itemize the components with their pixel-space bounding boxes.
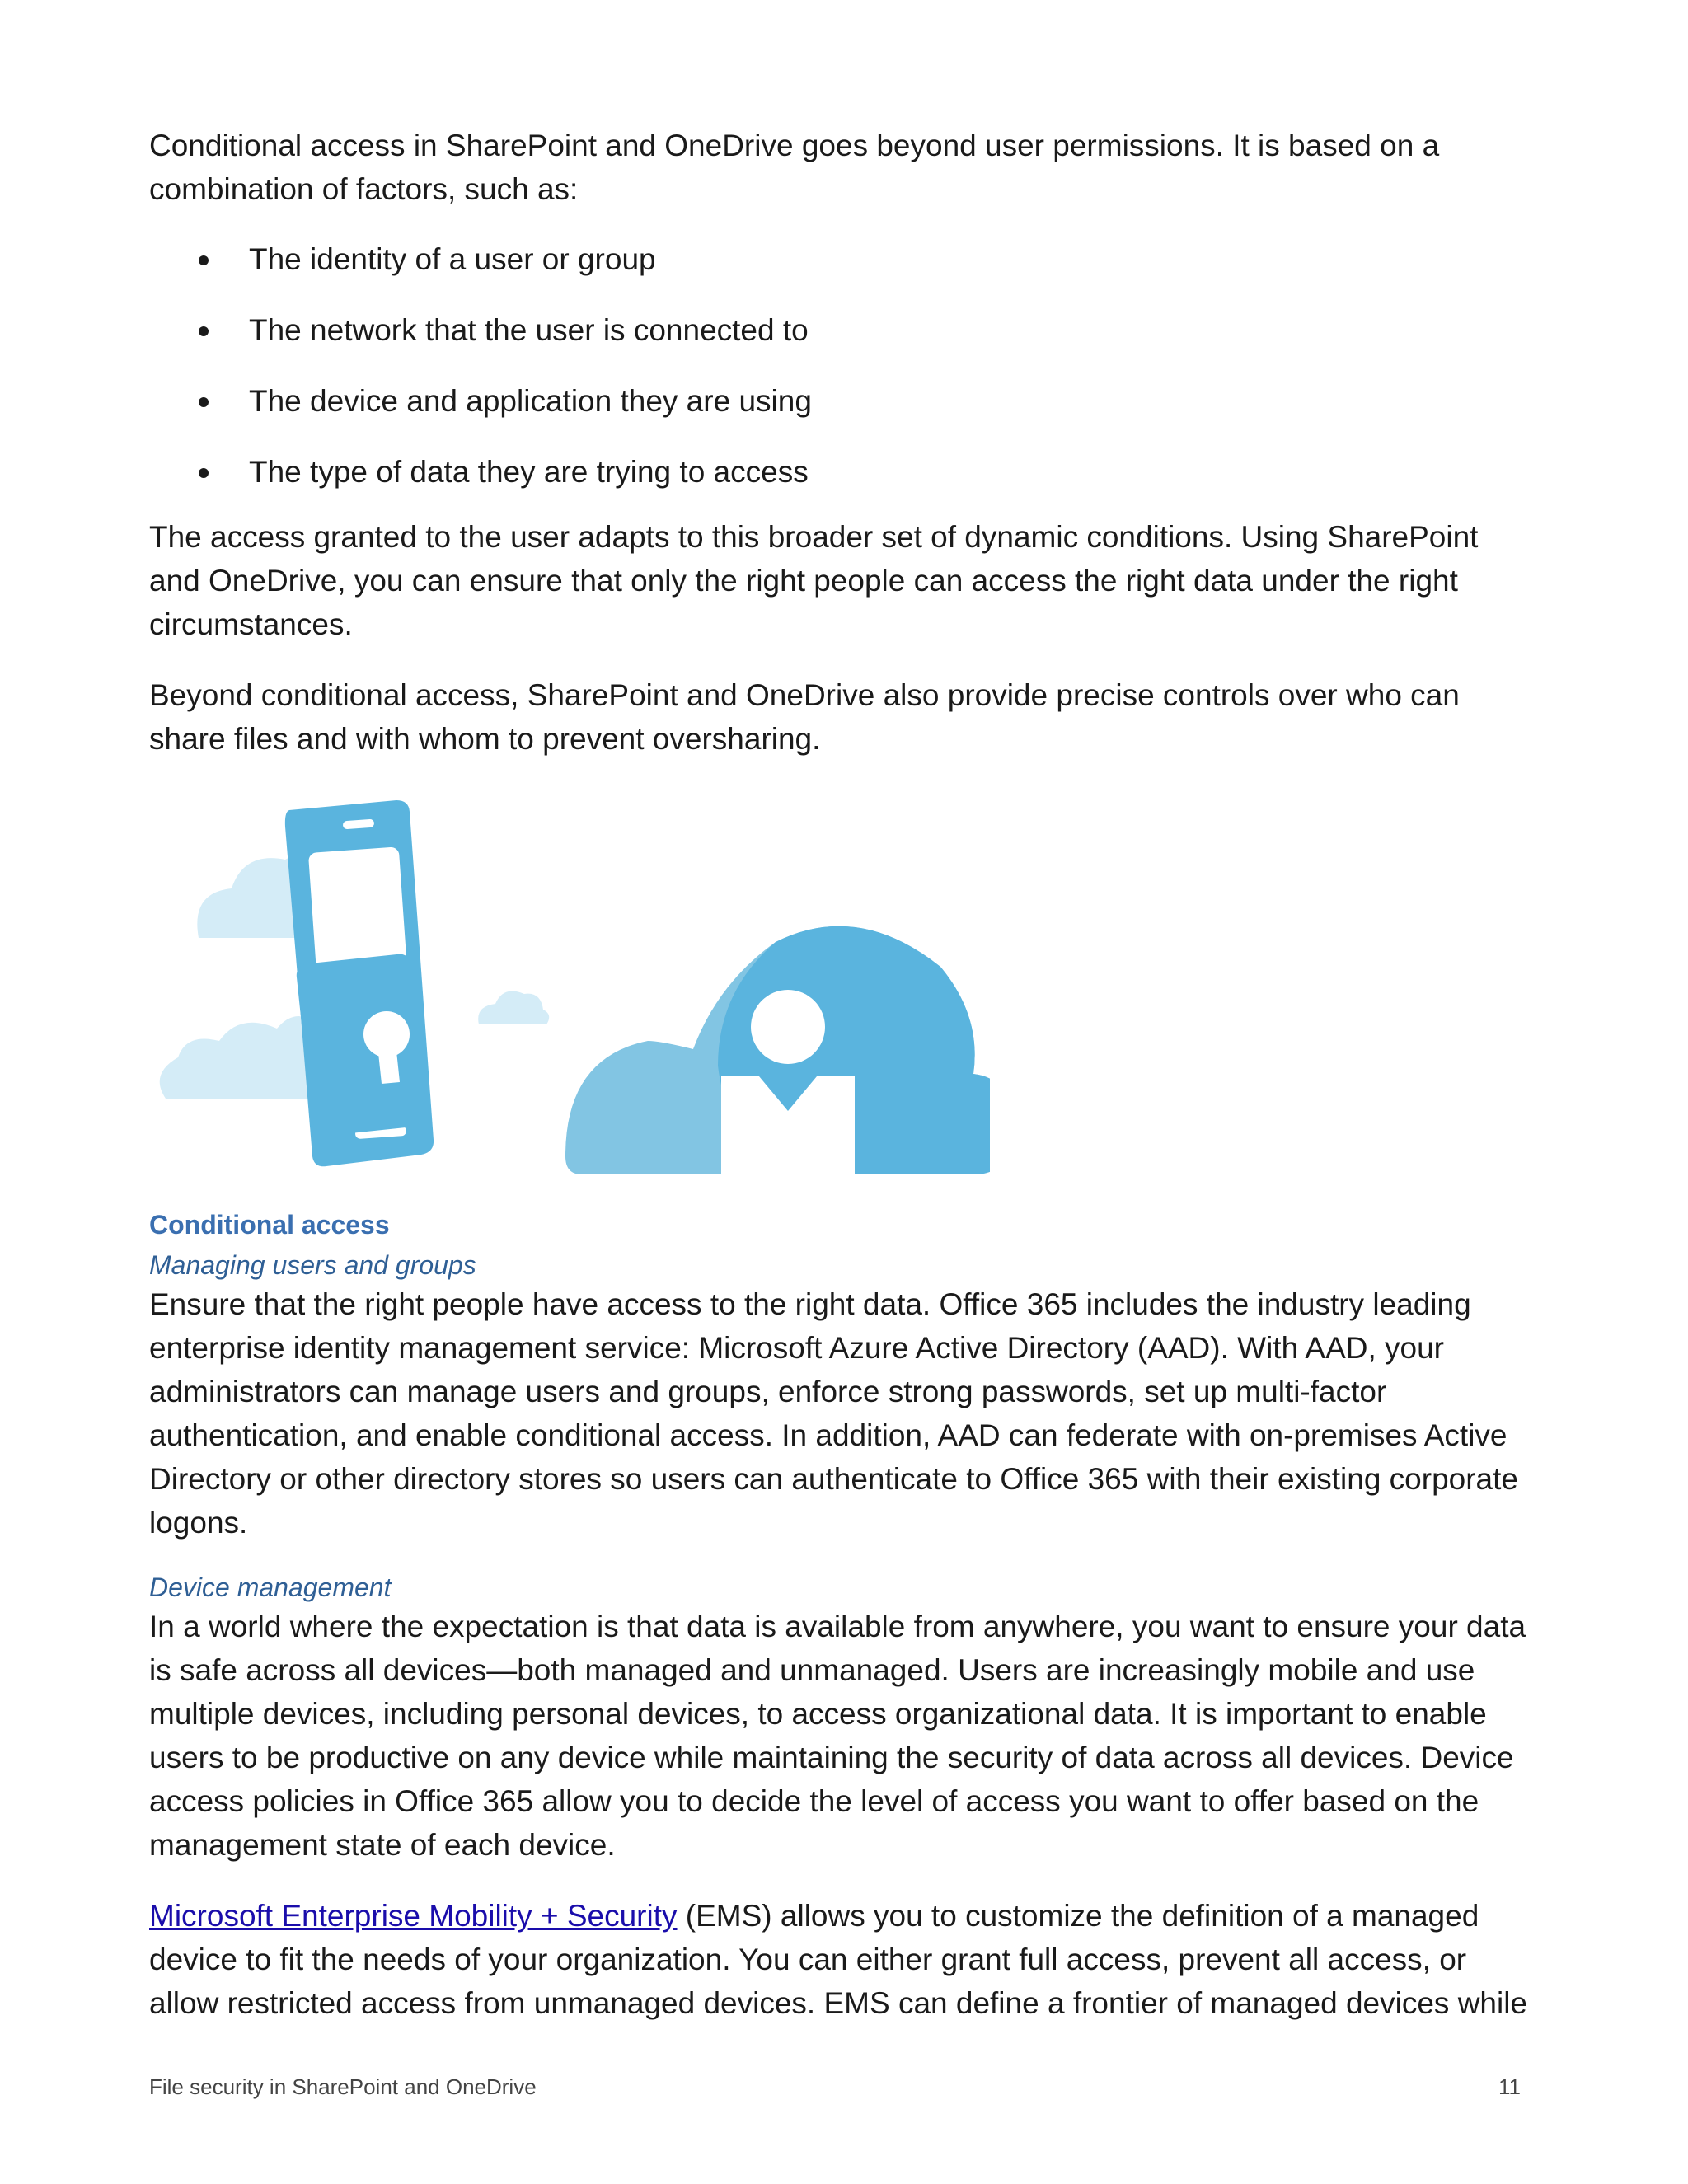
bullet-icon xyxy=(199,326,209,336)
oversharing-paragraph: Beyond conditional access, SharePoint and OneDrive also provide precise controls over who can share files and with whom to prevent oversharing. xyxy=(149,678,1460,756)
bullet-icon xyxy=(199,397,209,407)
security-illustration xyxy=(149,794,990,1177)
lock-icon xyxy=(295,953,428,1137)
users-groups-paragraph: Ensure that the right people have access to the right data. Office 365 includes the industry leading enterprise identity management service: Microsoft Azure Active Directory (AAD). With AAD, your administrators can manage users and groups, enforce strong passwords, set up multi-factor authentication, and enable conditional access. In addition, AAD can federate with on-premises Active Directory or other directory stores so users can authenticate to Office 365 with their existing corporate logons. xyxy=(149,1287,1518,1540)
adapt-paragraph: The access granted to the user adapts to this broader set of dynamic conditions. Using SharePoint and OneDrive, you can ensure that only the right people can access the right data under the right circumstances. xyxy=(149,520,1479,641)
cloud-icon xyxy=(565,926,990,1174)
device-management-paragraph: In a world where the expectation is that data is available from anywhere, you want to ensure your data is safe across all devices—both managed and unmanaged. Users are increasingly mobile and use multiple devices, including personal devices, to access organizational data. It is important to enable users to be productive on any device while maintaining the security of data across all devices. Device access policies in Office 365 allow you to decide the level of access you want to offer based on the management state of each device. xyxy=(149,1610,1526,1862)
subheading-device-management: Device management xyxy=(149,1572,392,1602)
intro-paragraph: Conditional access in SharePoint and OneDrive goes beyond user permissions. It is based on a combination of factors, such as: xyxy=(149,129,1440,206)
list-item: The network that the user is connected to xyxy=(149,308,1534,352)
document-page xyxy=(149,124,1534,2025)
list-item: The type of data they are trying to access xyxy=(149,450,1534,494)
footer-title: File security in SharePoint and OneDrive xyxy=(149,2074,537,2099)
bullet-icon xyxy=(199,468,209,478)
page-number: 11 xyxy=(1498,2074,1521,2099)
factor-list xyxy=(149,237,1534,494)
subheading-users-groups: Managing users and groups xyxy=(149,1250,476,1280)
ems-paragraph: Microsoft Enterprise Mobility + Security (EMS) allows you to customize the definition of a managed device to fit the needs of your organization. You can either grant full access, prevent all access, or allow restricted access from unmanaged devices. EMS can define a frontier of managed devices while xyxy=(149,1899,1528,2020)
list-item: The device and application they are using xyxy=(149,379,1534,423)
list-item: The identity of a user or group xyxy=(149,237,1534,281)
bullet-icon xyxy=(199,255,209,265)
section-title: Conditional access xyxy=(149,1210,390,1240)
ems-link[interactable]: Microsoft Enterprise Mobility + Security xyxy=(149,1899,678,1933)
page-footer xyxy=(149,2074,1521,2100)
